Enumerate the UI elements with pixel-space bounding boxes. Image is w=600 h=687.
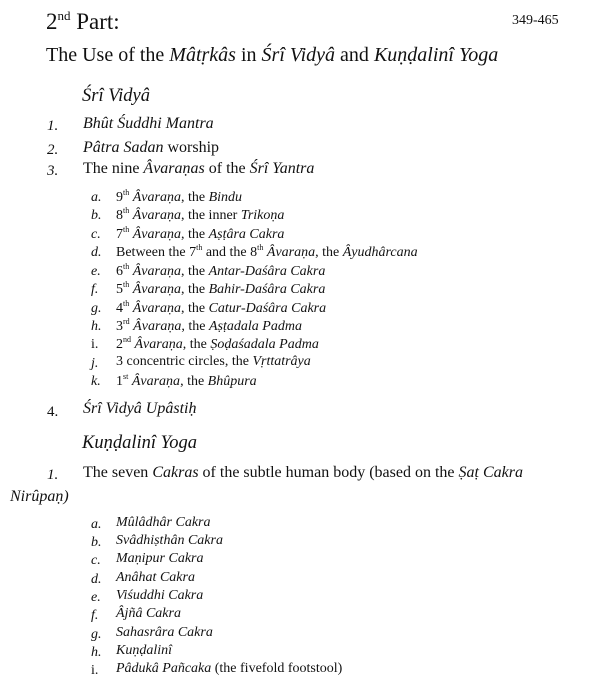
sub-item bbox=[116, 317, 302, 335]
ordinal-suffix: th bbox=[196, 243, 203, 252]
sub-item-name: Bahir-Daśâra Cakra bbox=[208, 282, 326, 297]
sub-item-text: Between the 7 bbox=[116, 245, 197, 260]
sub-item bbox=[116, 225, 284, 243]
sub-item bbox=[116, 280, 325, 298]
sub-item-letter: e. bbox=[91, 264, 101, 279]
sub-item-text: 3 concentric circles, the bbox=[116, 354, 253, 369]
sub-item-name: Antar-Daśâra Cakra bbox=[208, 264, 326, 279]
sub-item bbox=[116, 188, 242, 206]
item-number: 3. bbox=[47, 163, 59, 179]
item-term: Cakras bbox=[152, 464, 199, 481]
section-heading-sri-vidya: Śrî Vidyâ bbox=[82, 86, 150, 106]
list-item bbox=[83, 464, 523, 482]
item-number: 4. bbox=[47, 404, 59, 420]
list-item bbox=[83, 160, 314, 178]
sub-item-letter: a. bbox=[91, 517, 102, 532]
sub-item-text: , the bbox=[182, 337, 211, 352]
sub-item-letter: f. bbox=[91, 608, 99, 623]
sub-item: Sahasrâra Cakra bbox=[116, 625, 213, 640]
avarana-term: Âvaraṇa bbox=[129, 319, 182, 334]
sub-item: Kuṇḍalinî bbox=[116, 643, 173, 658]
ordinal-suffix: th bbox=[123, 262, 130, 271]
item-term: Śrî Vidyâ Upâstiḥ bbox=[83, 400, 197, 417]
ordinal-number: 4 bbox=[116, 301, 123, 316]
ordinal-number: 3 bbox=[116, 319, 123, 334]
sub-item bbox=[116, 243, 418, 261]
avarana-term: Âvaraṇa bbox=[129, 282, 181, 297]
ordinal-suffix: rd bbox=[123, 317, 130, 326]
avarana-term: Âvaraṇa bbox=[129, 301, 181, 316]
sub-item: Svâdhiṣthân Cakra bbox=[116, 533, 223, 548]
item-text: of the subtle human body (based on the bbox=[198, 464, 459, 481]
sub-item-letter: h. bbox=[91, 319, 102, 334]
sub-item-name: Catur-Daśâra Cakra bbox=[208, 301, 327, 316]
sub-item-name: Bindu bbox=[208, 190, 243, 205]
list-item-continuation bbox=[10, 488, 69, 506]
sub-item-letter: c. bbox=[91, 227, 101, 242]
sub-item: Anâhat Cakra bbox=[116, 570, 195, 585]
ordinal-suffix: th bbox=[257, 243, 264, 252]
ordinal-number: 8 bbox=[116, 208, 123, 223]
ordinal-number: 6 bbox=[116, 264, 123, 279]
item-term: Śrî Yantra bbox=[249, 160, 315, 177]
subtitle-term: Śrî Vidyâ bbox=[261, 44, 336, 66]
sub-item bbox=[116, 661, 342, 677]
sub-item-text: (the fivefold footstool) bbox=[211, 661, 343, 676]
sub-item bbox=[116, 372, 257, 390]
page-range: 349-465 bbox=[512, 13, 559, 28]
sub-item-letter: g. bbox=[91, 627, 102, 642]
sub-item-letter: b. bbox=[91, 208, 102, 223]
sub-item-letter: k. bbox=[91, 374, 101, 389]
avarana-term: Âvaraṇa bbox=[129, 264, 181, 279]
sub-item-name: Trikoṇa bbox=[240, 208, 285, 223]
item-term: Pâtra Sadan bbox=[83, 139, 164, 156]
ordinal-number: 2 bbox=[116, 337, 123, 352]
item-text: of the bbox=[204, 160, 250, 177]
sub-item-text: , the bbox=[180, 374, 208, 389]
sub-item-text: , the bbox=[180, 282, 209, 297]
sub-item: Mûlâdhâr Cakra bbox=[116, 515, 211, 530]
avarana-term: Âvaraṇa bbox=[129, 190, 181, 205]
ordinal-number: 1 bbox=[116, 374, 123, 389]
part-subtitle bbox=[46, 44, 498, 67]
avarana-term: Âvaraṇa bbox=[263, 245, 316, 260]
ordinal-suffix: st bbox=[123, 372, 129, 381]
ordinal-suffix: th bbox=[123, 206, 130, 215]
sub-item-name: Âyudhârcana bbox=[342, 245, 418, 260]
ordinal-suffix: th bbox=[123, 225, 130, 234]
list-item bbox=[83, 115, 214, 133]
sub-item bbox=[116, 206, 284, 224]
sub-item-name: Aṣṭâra Cakra bbox=[208, 227, 285, 242]
sub-item-text: , the bbox=[181, 319, 209, 334]
sub-item bbox=[116, 299, 326, 317]
item-text: Bhût Śuddhi Mantra bbox=[83, 115, 214, 132]
item-number: 1. bbox=[47, 467, 59, 483]
sub-item bbox=[116, 354, 311, 370]
part-title bbox=[46, 8, 120, 35]
sub-item-name: Aṣṭadala Padma bbox=[209, 319, 302, 334]
sub-item-letter: f. bbox=[91, 282, 99, 297]
sub-item-letter: c. bbox=[91, 553, 101, 568]
sub-item-text: , the inner bbox=[180, 208, 241, 223]
ordinal-number: 5 bbox=[116, 282, 123, 297]
subtitle-text: in bbox=[235, 44, 262, 66]
subtitle-text: The Use of the bbox=[46, 44, 170, 66]
sub-item-letter: a. bbox=[91, 190, 102, 205]
item-text: worship bbox=[163, 139, 220, 156]
sub-item-letter: i. bbox=[91, 663, 99, 678]
ordinal-number: 9 bbox=[116, 190, 123, 205]
sub-item-letter: j. bbox=[91, 356, 99, 371]
item-term: Nirûpaṇ) bbox=[10, 488, 69, 505]
sub-item-text: , the bbox=[315, 245, 343, 260]
part-ordinal-suffix: nd bbox=[57, 8, 71, 23]
sub-item: Maṇipur Cakra bbox=[116, 551, 204, 566]
sub-item-text: , the bbox=[180, 227, 209, 242]
sub-item-letter: i. bbox=[91, 337, 99, 352]
sub-item-letter: d. bbox=[91, 572, 102, 587]
sub-item bbox=[116, 335, 319, 353]
item-text: The seven bbox=[83, 464, 153, 481]
section-heading-kundalini-yoga: Kuṇḍalinî Yoga bbox=[82, 433, 197, 453]
sub-item-letter: b. bbox=[91, 535, 102, 550]
item-term: Ṣaṭ Cakra bbox=[458, 464, 523, 481]
avarana-term: Âvaraṇa bbox=[129, 208, 181, 223]
avarana-term: Âvaraṇa bbox=[128, 374, 181, 389]
item-number: 1. bbox=[47, 118, 59, 134]
sub-item-letter: h. bbox=[91, 645, 102, 660]
subtitle-term: Kuṇḍalinî Yoga bbox=[373, 44, 499, 66]
sub-item-name: Ṣoḍaśadala Padma bbox=[210, 337, 319, 352]
part-word: Part: bbox=[70, 9, 120, 34]
sub-item-text: , the bbox=[180, 301, 209, 316]
sub-item-letter: g. bbox=[91, 301, 102, 316]
ordinal-suffix: nd bbox=[123, 335, 131, 344]
sub-item bbox=[116, 262, 325, 280]
sub-item-name: Vṛttatrâya bbox=[252, 354, 311, 369]
sub-item: Âjñâ Cakra bbox=[116, 606, 181, 621]
ordinal-suffix: th bbox=[123, 188, 130, 197]
sub-item: Viśuddhi Cakra bbox=[116, 588, 204, 603]
sub-item-letter: d. bbox=[91, 245, 102, 260]
sub-item-text: , the bbox=[180, 264, 209, 279]
item-text: The nine bbox=[83, 160, 144, 177]
ordinal-number: 7 bbox=[116, 227, 123, 242]
subtitle-text: and bbox=[335, 44, 374, 66]
avarana-term: Âvaraṇa bbox=[129, 227, 181, 242]
ordinal-suffix: th bbox=[123, 299, 130, 308]
item-term: Âvaraṇas bbox=[143, 160, 205, 177]
part-number: 2 bbox=[46, 9, 58, 34]
item-number: 2. bbox=[47, 142, 59, 158]
sub-item-name: Bhûpura bbox=[207, 374, 257, 389]
subtitle-term: Mâtṛkâs bbox=[169, 44, 236, 66]
avarana-term: Âvaraṇa bbox=[131, 337, 183, 352]
sub-item-letter: e. bbox=[91, 590, 101, 605]
sub-item-text: and the 8 bbox=[202, 245, 258, 260]
list-item bbox=[83, 400, 196, 418]
ordinal-suffix: th bbox=[123, 280, 130, 289]
sub-item-name: Pâdukâ Pañcaka bbox=[116, 661, 212, 676]
list-item bbox=[83, 139, 219, 157]
sub-item-text: , the bbox=[180, 190, 209, 205]
